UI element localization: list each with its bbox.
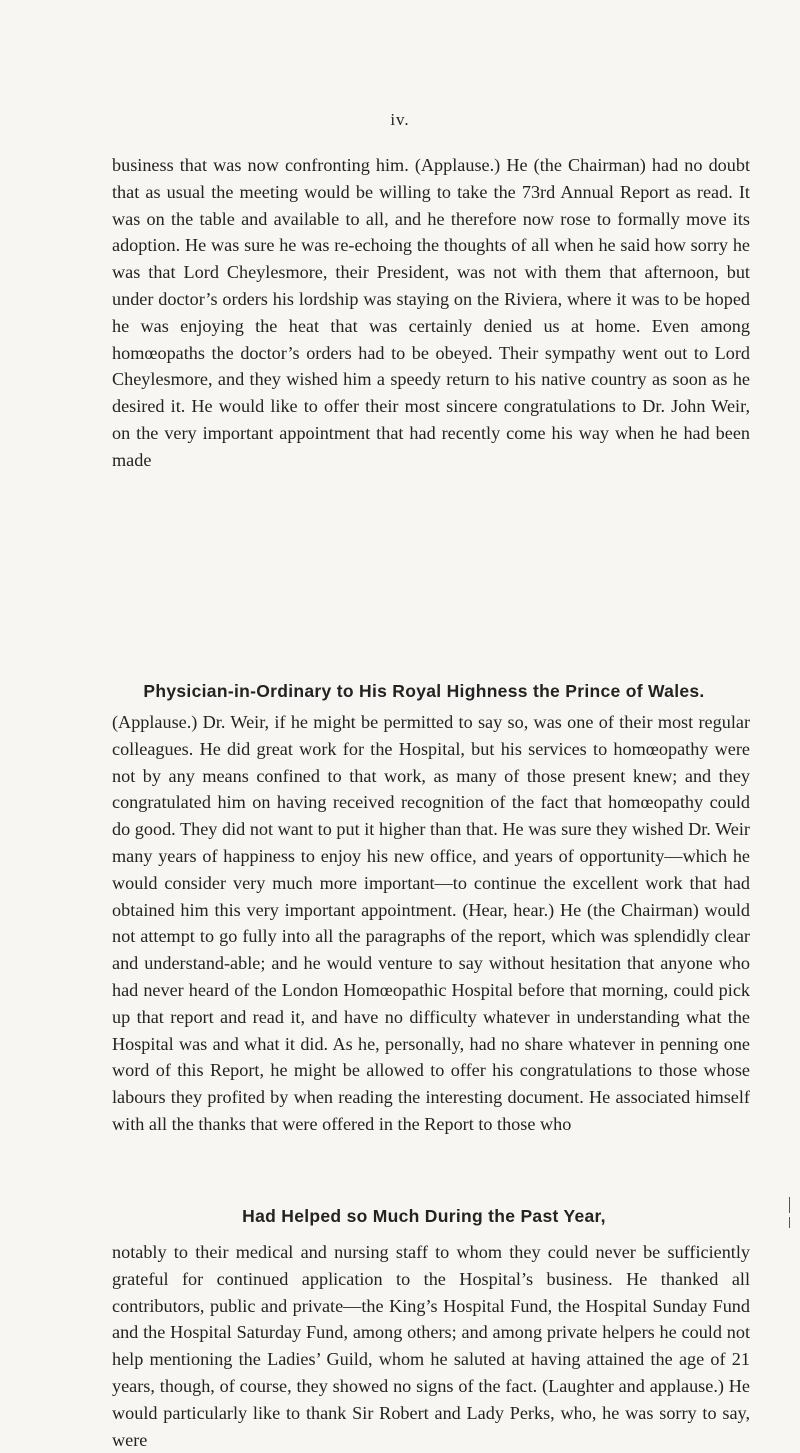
paragraph: business that was now confronting him. (Applause.) He (the Chairman) had no doubt that as usual the meeting would be willing to take the 73rd Annual Report as read. It was on the table and available to all, and he therefore now rose to formally move its adoption. He was sure he was re-echoing the thoughts of all when he said how sorry he was that Lord Cheylesmore, their President, was not with them that afternoon, but under doctor’s orders his lordship was staying on the Riviera, where it was to be hoped he was enjoying the heat that was certainly denied us at home. Even among homœopaths the doctor’s orders had to be obeyed. Their sympathy went out to Lord Cheylesmore, and they wished him a speedy return to his native country as soon as he desired it. He would like to offer their most sincere congratulations to Dr. John Weir, on the very important appointment that had recently come his way when he had been made (112, 155, 750, 470)
section-heading: Had Helped so Much During the Past Year, (242, 1206, 606, 1226)
paragraph: notably to their medical and nursing staff to whom they could never be sufficiently grateful for continued application to the Hospital’s business. He thanked all contributors, public and private—the King’s Hospital Fund, the Hospital Sunday Fund and the Hospital Saturday Fund, among others; and among private helpers he could not help mentioning the Ladies’ Guild, whom he saluted at having attained the age of 21 years, though, of course, they showed no signs of the fact. (Laughter and applause.) He would particularly like to thank Sir Robert and Lady Perks, who, he was sorry to say, were (112, 1242, 750, 1450)
section-heading: Physician-in-Ordinary to His Royal Highness the Prince of Wales. (143, 681, 705, 701)
paragraph: (Applause.) Dr. Weir, if he might be permitted to say so, was one of their most regular colleagues. He did great work for the Hospital, but his services to homœopathy were not by any means confined to that work, as many of those present knew; and they congratulated him on having received recognition of the fact that homœopathy could do good. They did not want to put it higher than that. He was sure they wished Dr. Weir many years of happiness to enjoy his new office, and years of opportunity—which he would consider very much more important—to continue the excellent work that had obtained him this very important appointment. (Hear, hear.) He (the Chairman) would not attempt to go fully into all the paragraphs of the report, which was splendidly clear and understand-able; and he would venture to say without hesitation that anyone who had never heard of the London Homœopathic Hospital before that morning, could pick up that report and read it, and have no difficulty whatever in understanding what the Hospital was and what it did. As he, personally, had no share whatever in penning one word of this Report, he might be allowed to offer his congratulations to those whose labours they profited by when reading the interesting document. He associated himself with all the thanks that were offered in the Report to those who (112, 712, 750, 1134)
page-number: iv. (390, 110, 410, 129)
